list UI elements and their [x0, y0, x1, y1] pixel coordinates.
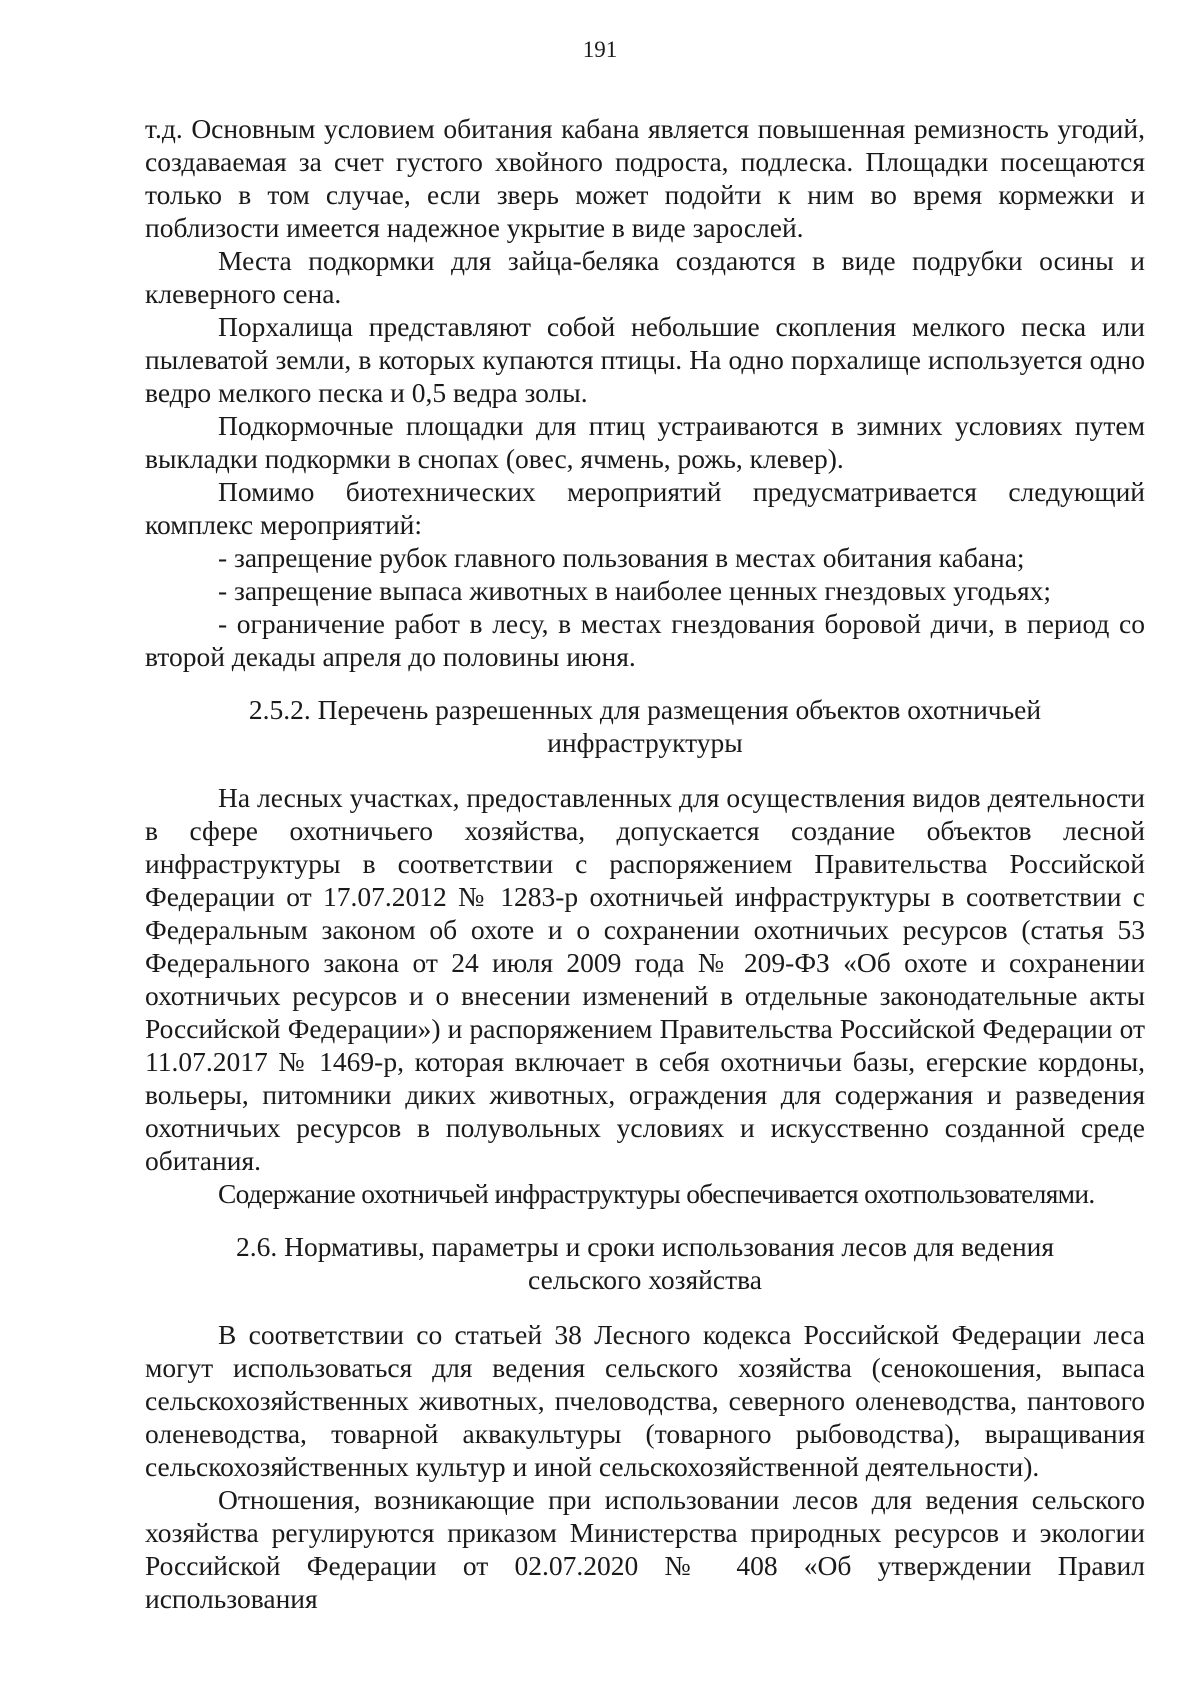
- heading-line: 2.5.2. Перечень разрешенных для размещения объектов охотничьей: [248, 694, 1042, 725]
- paragraph-boar-habitat: т.д. Основным условием обитания кабана является повышенная ремизность угодий, создаваемая за счет густого хвойного подроста, подлеска. Площадки посещаются только в том случае, если зверь может подойти к ним во время кормежки и поблизости имеется надежное укрытие в виде зарослей.: [145, 113, 1145, 243]
- list-item-logging-ban: - запрещение рубок главного пользования в местах обитания кабана;: [218, 542, 1025, 573]
- paragraph-measures-intro: Помимо биотехнических мероприятий предусматривается следующий комплекс мероприятий:: [145, 476, 1145, 540]
- paragraph-bird-feeding: Подкормочные площадки для птиц устраиваются в зимних условиях путем выкладки подкормки в снопах (овес, ячмень, рожь, клевер).: [145, 410, 1145, 474]
- paragraph-agriculture-use: В соответствии со статьей 38 Лесного кодекса Российской Федерации леса могут использоваться для ведения сельского хозяйства (сенокошения, выпаса сельскохозяйственных животных, пчеловодства, северного оленеводства, пантового оленеводства, товарной аквакультуры (товарного рыбоводства), выращивания сельскохозяйственных культур и иной сельскохозяйственной деятельности).: [145, 1319, 1145, 1482]
- paragraph-hare-feeding: Места подкормки для зайца-беляка создаются в виде подрубки осины и клеверного сена.: [145, 245, 1145, 309]
- heading-line: инфраструктуры: [547, 727, 743, 758]
- paragraph-agriculture-regulation: Отношения, возникающие при использовании лесов для ведения сельского хозяйства регулируются приказом Министерства природных ресурсов и экологии Российской Федерации от 02.07.2020 № 408 «Об утверждении Правил использования: [145, 1484, 1145, 1614]
- page-content: [145, 112, 1145, 1615]
- paragraph-infrastructure-maintenance: Содержание охотничьей инфраструктуры обеспечивается охотпользователями.: [218, 1178, 1095, 1209]
- heading-line: сельского хозяйства: [528, 1264, 762, 1295]
- section-heading-2-5-2: [145, 693, 1145, 759]
- heading-line: 2.6. Нормативы, параметры и сроки использования лесов для ведения: [235, 1231, 1055, 1262]
- section-heading-2-6: [145, 1230, 1145, 1296]
- paragraph-dust-baths: Порхалища представляют собой небольшие скопления мелкого песка или пылеватой земли, в которых купаются птицы. На одно порхалище используется одно ведро мелкого песка и 0,5 ведра золы.: [145, 311, 1145, 408]
- page-number: 191: [582, 37, 618, 62]
- list-item-grazing-ban: - запрещение выпаса животных в наиболее ценных гнездовых угодьях;: [218, 575, 1052, 606]
- paragraph-hunting-infrastructure: На лесных участках, предоставленных для осуществления видов деятельности в сфере охотничьего хозяйства, допускается создание объектов лесной инфраструктуры в соответствии с распоряжением Правительства Российской Федерации от 17.07.2012 № 1283-р охотничьей инфраструктуры в соответствии с Федеральным законом об охоте и о сохранении охотничьих ресурсов (статья 53 Федерального закона от 24 июля 2009 года № 209-ФЗ «Об охоте и сохранении охотничьих ресурсов и о внесении изменений в отдельные законодательные акты Российской Федерации») и распоряжением Правительства Российской Федерации от 11.07.2017 № 1469-р, которая включает в себя охотничьи базы, егерские кордоны, вольеры, питомники диких животных, ограждения для содержания и разведения охотничьих ресурсов в полувольных условиях и искусственно созданной среде обитания.: [145, 782, 1145, 1176]
- list-item-forest-work-limit: - ограничение работ в лесу, в местах гнездования боровой дичи, в период со второй декады апреля до половины июня.: [145, 608, 1145, 672]
